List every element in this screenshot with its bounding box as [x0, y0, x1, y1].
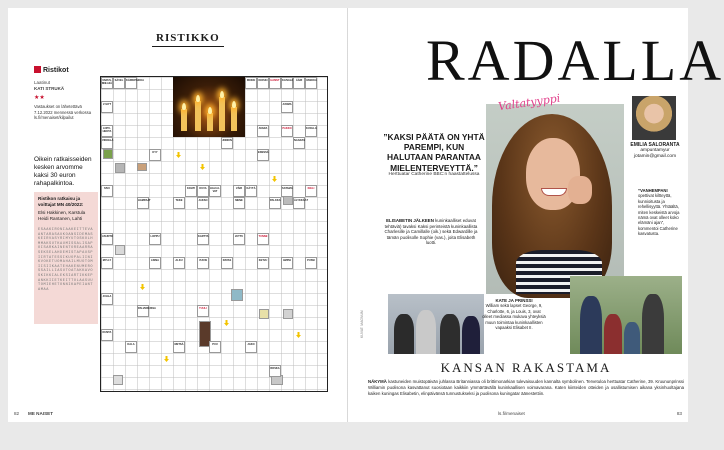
flame: [220, 91, 224, 98]
arrow-down-icon: [164, 356, 169, 362]
columnist-portrait: [632, 96, 676, 140]
crossword-clue: ROSKA: [269, 365, 281, 377]
page-number: 83: [676, 411, 682, 416]
crossword-clue: MENE: [233, 197, 245, 209]
crossword-clue: JUHLA: [101, 293, 113, 305]
crossword-clue: KUVA: [197, 185, 209, 197]
crossword-clue: SIVU: [101, 185, 113, 197]
flame: [208, 107, 212, 114]
crossword-clue: KUOLLA: [305, 125, 317, 137]
crossword-clue: KALA: [125, 341, 137, 353]
crossword-clue: KÄYTÄ: [245, 185, 257, 197]
coin-picture: [113, 375, 123, 385]
winners-box: [34, 192, 98, 324]
photo-credit: KUVAT: MAGNUM: [360, 310, 364, 338]
crossword-clue: MYLLY: [101, 257, 113, 269]
brand-logo-icon: [34, 66, 41, 73]
crossword-clue: PUU: [209, 341, 221, 353]
elisabeth-caption: ELISABETIN JÄLKEEN kuninkaalliset eduvat tehtäviä) tavaksi Kaksi perinteistä kuninkaallista Charlesille ja Camillalle (oik.) sekä Edwardille ja tämän puolisolle Sophie (vas.), joita Elisabeth luotti.: [384, 218, 478, 246]
candle: [195, 101, 201, 131]
script-label: Valtatyyppi: [497, 91, 562, 114]
crossword-clue: KAIVAJA: [281, 77, 293, 89]
crossword-clue: KIOSKI: [257, 77, 269, 89]
crossword-clue: JUTTU: [233, 233, 245, 245]
author: Laatinut KATI STRUKÄ: [34, 80, 65, 91]
royal-figure: [440, 314, 460, 354]
crossword-clue: HAMPAAT: [137, 197, 149, 209]
crossword-clue: NAARAS: [293, 137, 305, 149]
animal-picture: [137, 163, 147, 171]
smile-shape: [541, 188, 567, 196]
catherine-photo: [486, 104, 624, 294]
candle: [207, 113, 213, 131]
crossword-clue: KUNTA: [101, 329, 113, 341]
candle: [231, 107, 237, 131]
crossword-clue: VANKKA: [305, 77, 317, 89]
arrow-down-icon: [140, 284, 145, 290]
crossword-clue: VUOSI: [197, 257, 209, 269]
family-figure: [604, 314, 622, 354]
royals-balcony-photo: [388, 294, 484, 354]
brand-label: Ristikot: [34, 66, 69, 74]
family-figure: [642, 294, 664, 354]
crossword-clue: AVARA: [257, 125, 269, 137]
crossword-clue: PALVEREISSA: [137, 305, 149, 317]
crossword-grid[interactable]: [100, 76, 328, 392]
crossword-clue: LOPPU: [149, 233, 161, 245]
royal-figure: [394, 314, 414, 354]
family-figure: [580, 296, 602, 354]
rules-text: Vastaukset on lähetettävä 7.12.2022 mennessä verkossa ls.fi/menaiset/kilpailut: [34, 104, 92, 120]
crossword-clue: JAKSO: [197, 197, 209, 209]
crossword-clue: ÄLYKKÄÄT: [293, 197, 305, 209]
previous-solution: ESAAKIRONIAAKEITTEVAANTARASAUKOANSIDEMASKEIRVASYRIMYUTOSKOLHMMAKSUTKAUMISSALISAPOISARKAINENTOREAARRASEKSELAHDEMISTAPAUSPIIRTATESSIKUOPALIINIKVOKETUOMAHAILMUOTOMIISIIKAATEHAKENUMEROSSAILLIASUTOATAKKAVOSKIKKIALEKSIARTIKKEPANKKIIETKEITTOLAASUUTOMIEHETONNIKAPEIANTAMAA: [38, 228, 94, 292]
crossword-clue: VARUS-MIE-HIÄ: [101, 77, 113, 89]
crossword-clue: ALKU: [173, 257, 185, 269]
bird-picture: [283, 309, 293, 319]
subheading: KANSAN RAKASTAMA: [440, 360, 612, 375]
crossword-clue: HAMST: [269, 77, 281, 89]
crossword-clue: RATAS: [221, 257, 233, 269]
crossword-clue: KOHTI: [185, 185, 197, 197]
crossword-clue: PALKKA: [269, 197, 281, 209]
crossword-clue: KIELI: [305, 185, 317, 197]
article-title: RADALLA: [426, 28, 724, 93]
arrow-down-icon: [200, 164, 205, 170]
difficulty-stars: ★★: [34, 95, 45, 101]
crossword-clue: KETJU: [257, 257, 269, 269]
crossword-clue: SATAMA: [281, 185, 293, 197]
arrow-down-icon: [176, 152, 181, 158]
crossword-clue: KARTTA: [197, 233, 209, 245]
crossword-clue: EDESSÄ: [257, 149, 269, 161]
crossword-clue: TUNNE: [257, 233, 269, 245]
rock-picture: [115, 163, 125, 173]
crossword-clue: ROKKI: [245, 77, 257, 89]
flame: [182, 103, 186, 110]
crossword-clue: SÄVEL: [113, 77, 125, 89]
arrow-down-icon: [272, 176, 277, 182]
side-quote: ”VANHEMPANI opettivat kiltteyttä, kunnioitusta ja rehellisyyttä. Yhtäältä, miten keskeistä arvoja nämä ovat olleet koko elämäni ajan”, kommentoi Catherine kasvatusta.: [638, 188, 680, 237]
page-number: 82: [14, 411, 20, 416]
arrow-down-icon: [224, 320, 229, 326]
crossword-clue: JAKO: [245, 341, 257, 353]
magazine-name: ME NAISET: [28, 411, 54, 416]
crossword-clue: LINNA: [149, 257, 161, 269]
crossword-clue: AMPIA: [281, 257, 293, 269]
crossword-clue: TUULI: [197, 305, 209, 317]
section-title: RISTIKKO: [156, 32, 220, 44]
candles-image: [173, 77, 245, 137]
footer-url: ls.fi/menaiset: [498, 411, 525, 416]
crossword-clue: METSÄ: [173, 341, 185, 353]
prize-text: Oikein ratkaisseiden kesken arvomme kaksi 30 euron rahapalkintoa.: [34, 156, 92, 187]
winners-names: Elsi Hakkinen, Karstula Heidi Rantanen, Lahti: [38, 210, 86, 221]
candle: [219, 97, 225, 131]
candle: [181, 109, 187, 131]
crossword-clue: LYHYT: [101, 101, 113, 113]
crossword-clue: ÄÄRI: [293, 77, 305, 89]
crossword-clue: HALUA-VAT: [209, 185, 221, 197]
crossword-clue: KYY: [149, 149, 161, 161]
pull-quote: ”KAKSI PÄÄTÄ ON YHTÄ PAREMPI, KUN HALUTAAN PARANTAA MIELENTERVEYTTÄ.”: [383, 132, 485, 173]
royal-figure: [462, 316, 480, 354]
crossword-clue: VÄRI: [233, 185, 245, 197]
quote-caption: Herttuatar Catherine BBC:n haastattelussa: [388, 172, 480, 177]
water-picture: [231, 289, 243, 301]
flame: [232, 101, 236, 108]
columnist-info: EMILIA SALORANTA ampuntamyur jotamin@gmail.com: [630, 142, 680, 159]
paper-picture: [115, 245, 125, 255]
crossword-page: [8, 8, 348, 422]
crossword-clue: LOPU-HEKTA: [101, 125, 113, 137]
flame: [196, 95, 200, 102]
crossword-clue: PAKKO: [281, 125, 293, 137]
article-page: [348, 8, 724, 422]
crossword-clue: KÄRKIPAIKKA: [125, 77, 137, 89]
crossword-clue: ASUNTO: [101, 233, 113, 245]
crossword-clue: JUOMA: [281, 101, 293, 113]
fish-picture: [259, 309, 269, 319]
winners-title: Ristikon ratkaisu ja voittajat MN 40/2022:: [38, 196, 84, 207]
crossword-clue: VIKKELÄ: [101, 137, 113, 149]
kate-caption: KATE JA PRINSSI William sekä lapset George, 9, Charlotte, 6, ja Louis, 3, ovat olleet mediassa mukava yhteyksiä muun toimintaa kuninkaallisten vapaaksi Elisabet II.: [482, 298, 546, 331]
hand-shape: [568, 176, 592, 204]
crossword-clue: TEKE: [173, 197, 185, 209]
crossword-clue: PUSSI: [305, 257, 317, 269]
family-photo: [570, 276, 682, 354]
royal-figure: [416, 310, 436, 354]
family-figure: [624, 322, 640, 354]
crossword-clue: JONKIN: [221, 137, 233, 149]
plant-picture: [103, 149, 113, 159]
body-text: NÄKYMÄ kastuneiden muistopäivän juhlassa Britanniassa oli brittimonarkian tulevaisuuden kannalta symbolinen. Tervetuloa herttuatar Catherine, 39. Kruununprinssi Williamin puolisona kasvattanut suosiotaan kaikkiin ymmärtävällä kuninkaallisen voimavarana. Katen kiinteiden otteiden ja osallistumisen aikana yksinhuoltajana kaiken kuningas Elisabetin, elinpäivänsä tunnustukseksi ja puolisona kuningatar äänestettiin.: [368, 379, 684, 396]
arrow-down-icon: [296, 332, 301, 338]
